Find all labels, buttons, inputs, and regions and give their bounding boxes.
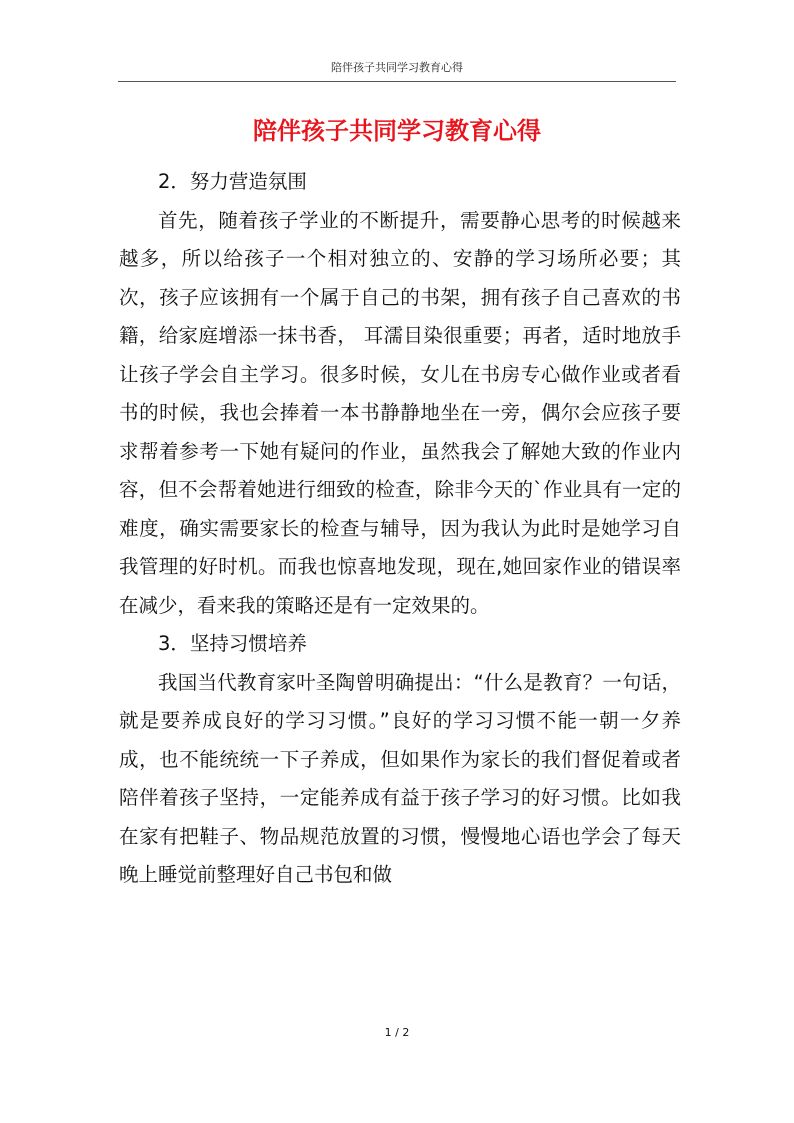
document-body [119, 163, 681, 895]
page-number: 1 / 2 [384, 1026, 410, 1039]
body-paragraph-2: 我国当代教育家叶圣陶曾明确提出：“什么是教育？一句话，就是要养成良好的学习习惯。”良好的学习习惯不能一朝一夕养成，也不能统统一下子养成，但如果作为家长的我们督促着或者陪伴着孩子坚持，一定能养成有益于孩子学习的好习惯。比如我在家有把鞋子、物品规范放置的习惯，慢慢地心语也学会了每天晚上睡觉前整理好自己书包和做 [119, 670, 681, 886]
header-divider [118, 81, 676, 82]
section-heading-2: 2．努力营造氛围 [158, 170, 307, 193]
section-heading-3: 3．坚持习惯培养 [158, 632, 307, 655]
document-title: 陪伴孩子共同学习教育心得 [253, 117, 541, 145]
body-paragraph-1: 首先，随着孩子学业的不断提升，需要静心思考的时候越来越多，所以给孩子一个相对独立的、安静的学习场所必要；其次，孩子应该拥有一个属于自己的书架，拥有孩子自己喜欢的书籍，给家庭增添一抹书香， 耳濡目染很重要；再者，适时地放手让孩子学会自主学习。很多时候，女儿在书房专心做作业或者看书的时候，我也会捧着一本书静静地坐在一旁，偶尔会应孩子要求帮着参考一下她有疑问的作业，虽然我会了解她大致的作业内容，但不会帮着她进行细致的检查，除非今天的`作业具有一定的难度，确实需要家长的检查与辅导，因为我认为此时是她学习自我管理的好时机。而我也惊喜地发现，现在,她回家作业的错误率在减少，看来我的策略还是有一定效果的。 [119, 208, 681, 617]
running-header-title: 陪伴孩子共同学习教育心得 [331, 61, 463, 74]
